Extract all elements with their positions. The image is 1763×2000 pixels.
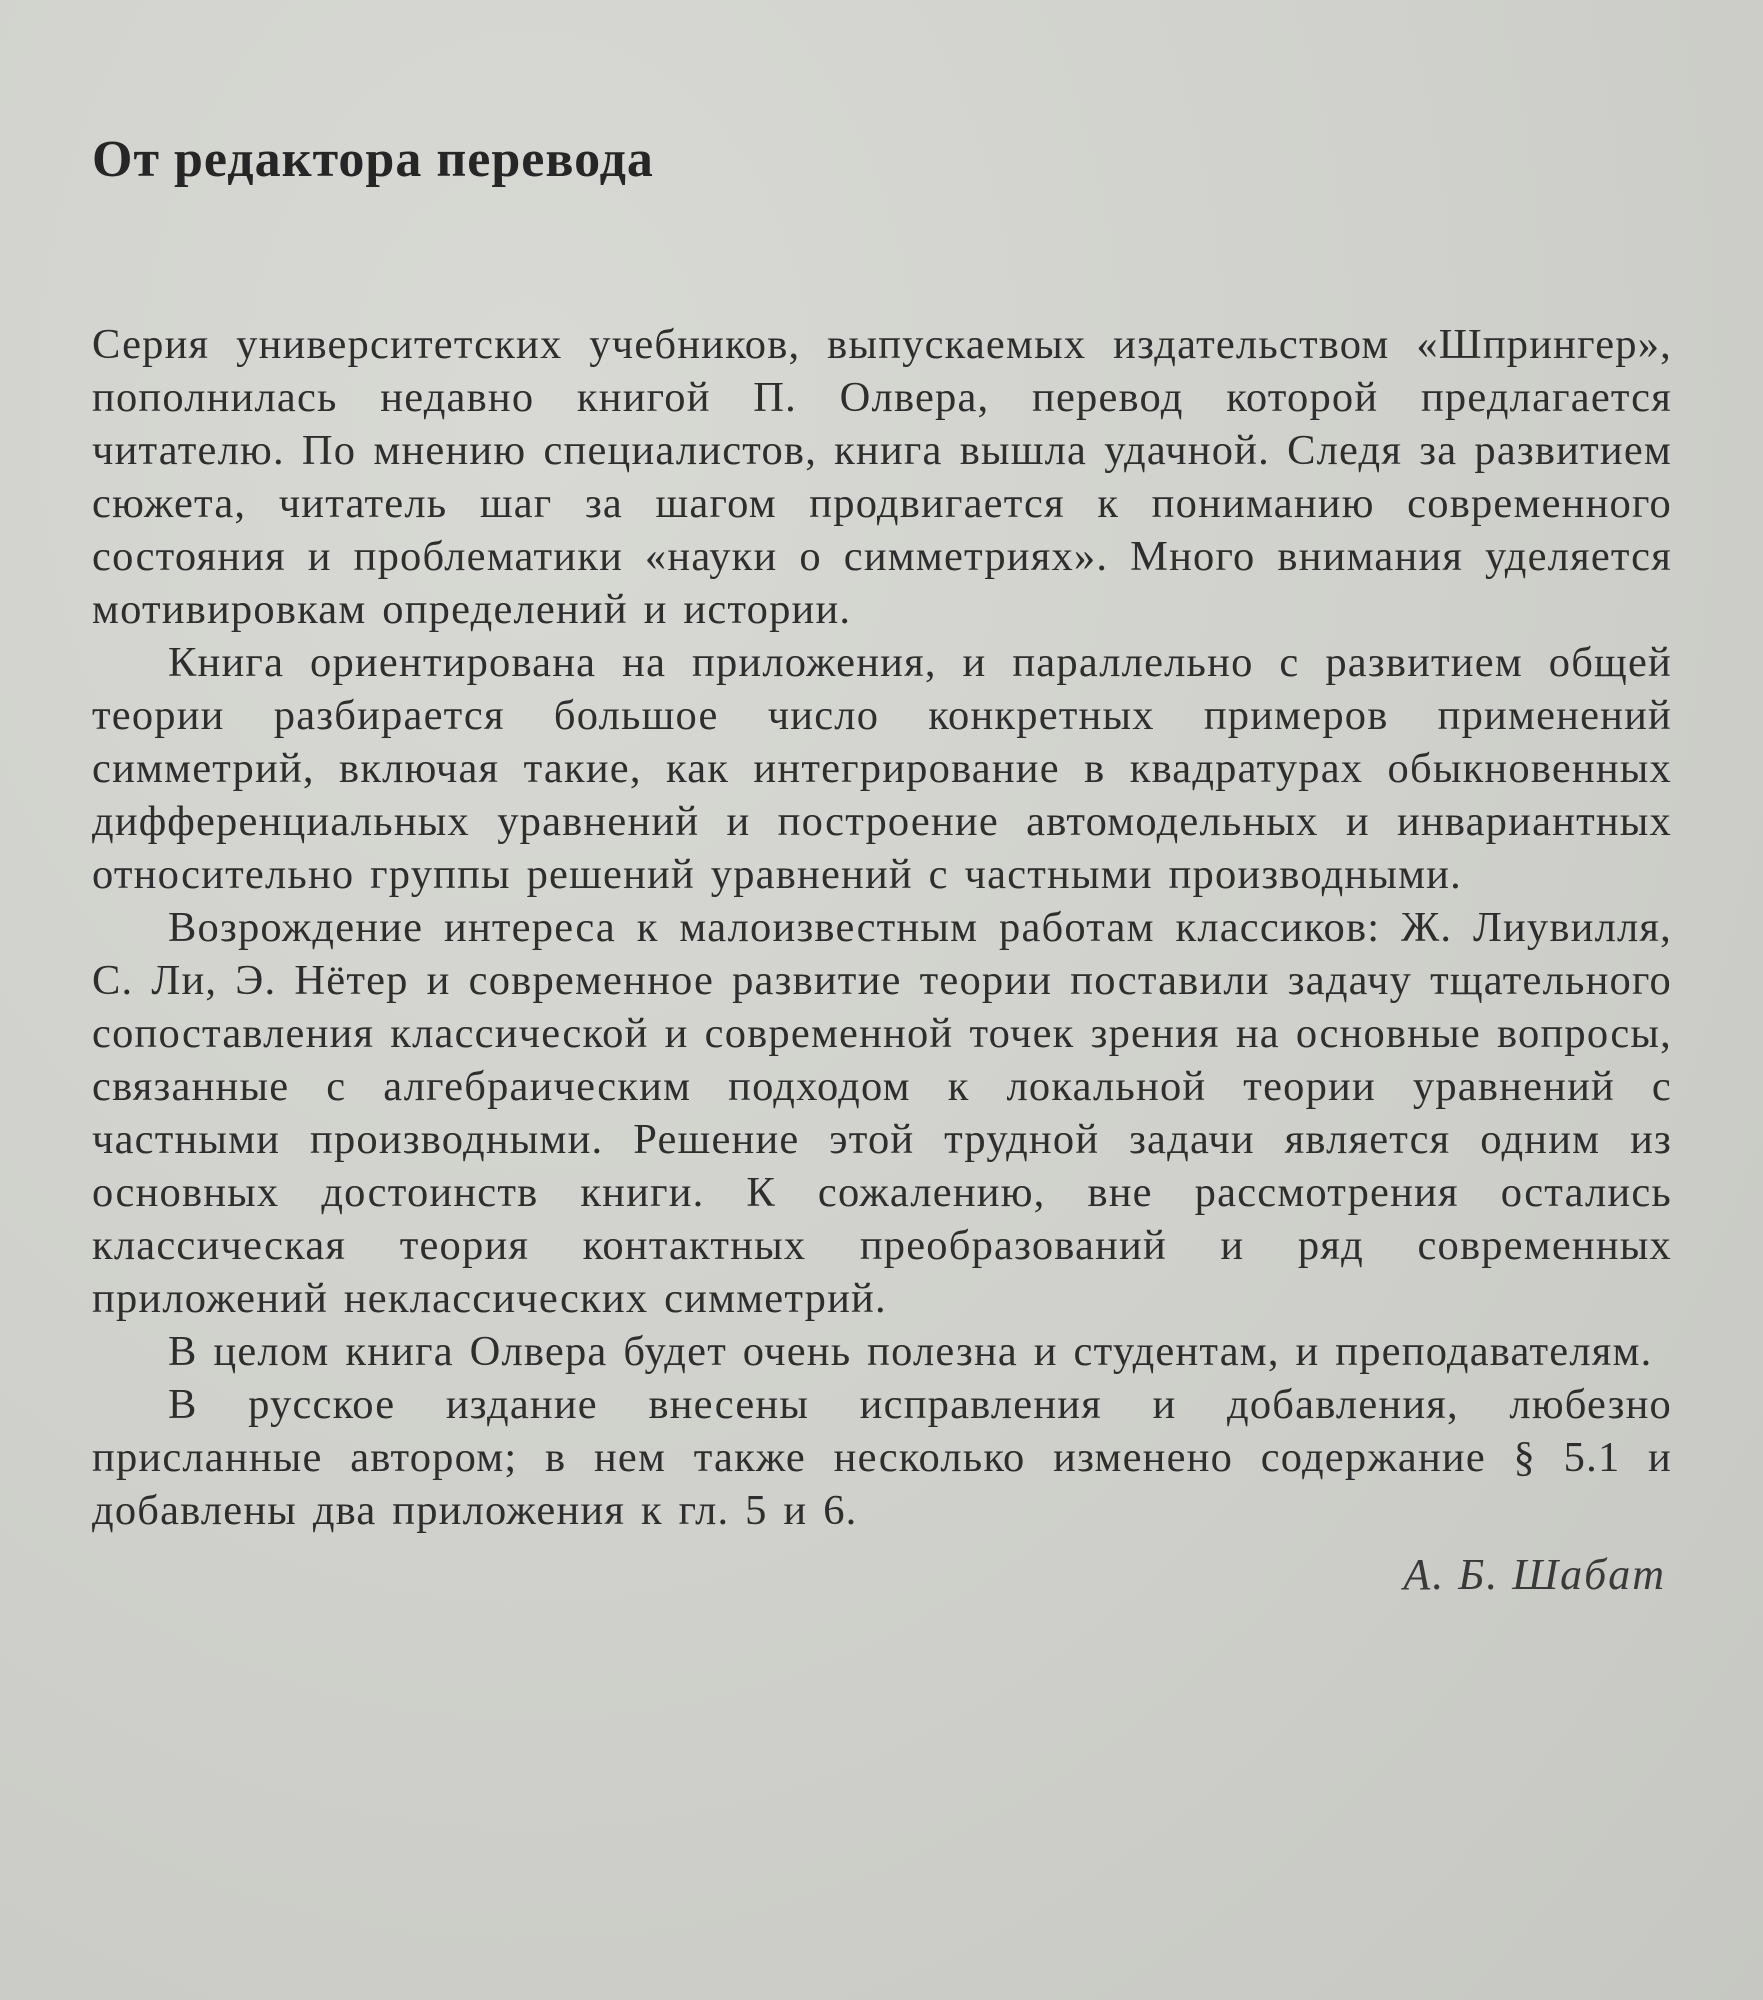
paragraph-3: Возрождение интереса к малоизвестным работам классиков: Ж. Лиувилля, С. Ли, Э. Нётер и современное развитие теории поставили задачу тщательного сопоставления классической и современной точек зрения на основные вопросы, связанные с алгебраическим подходом к локальной теории уравнений с частными производными. Решение этой трудной задачи является одним из основных достоинств книги. К сожалению, вне рассмотрения остались классическая теория контактных преобразований и ряд современных приложений неклассических симметрий. [92,904,1672,1322]
paragraph-2: Книга ориентирована на приложения, и параллельно с развитием общей теории разбирается большое число конкретных примеров применений симметрий, включая такие, как интегрирование в квадратурах обыкновенных дифференциальных уравнений и построение автомодельных и инвариантных относительно группы решений уравнений с частными производными. [92,639,1672,898]
paragraph-5: В русское издание внесены исправления и добавления, любезно присланные автором; в нем также несколько изменено содержание § 5.1 и добавлены два приложения к гл. 5 и 6. [92,1381,1672,1534]
document-page [92,120,1672,1940]
signature: А. Б. Шабат [1403,1550,1666,1599]
paragraph-4: В целом книга Олвера будет очень полезна и студентам, и преподавателям. [168,1328,1653,1375]
body-text [92,318,1672,1603]
page-title: От редактора перевода [92,131,654,188]
paragraph-1: Серия университетских учебников, выпускаемых издательством «Шпрингер», пополнилась недавно книгой П. Олвера, перевод которой предлагается читателю. По мнению специалистов, книга вышла удачной. Следя за развитием сюжета, читатель шаг за шагом продвигается к пониманию современного состояния и проблематики «науки о симметриях». Много внимания уделяется мотивировкам определений и истории. [92,321,1672,633]
